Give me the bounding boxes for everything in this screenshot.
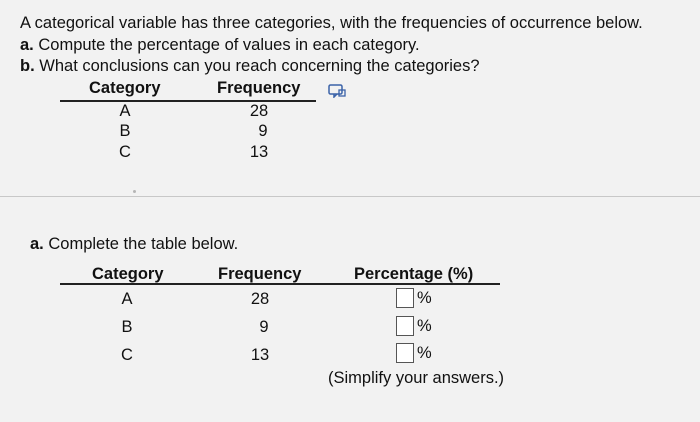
percent-unit-a: %: [417, 289, 432, 307]
part-a-label: a.: [20, 36, 34, 54]
given-row-b-category: B: [119, 122, 131, 140]
answer-header-frequency: Frequency: [218, 265, 302, 283]
given-row-b-frequency: 9: [258, 122, 268, 140]
answer-row-c-frequency: 13: [250, 346, 270, 364]
percent-input-a[interactable]: [396, 288, 414, 308]
given-row-c-category: C: [119, 143, 131, 161]
part-b-label: b.: [20, 57, 35, 75]
given-header-category: Category: [89, 79, 161, 97]
answer-row-b-frequency: 9: [259, 318, 269, 336]
answer-row-c-category: C: [121, 346, 133, 364]
given-header-frequency: Frequency: [217, 79, 301, 97]
answer-header-percentage: Percentage (%): [354, 265, 474, 283]
part-b-text: What conclusions can you reach concerning the categories?: [39, 57, 480, 75]
percent-input-b[interactable]: [396, 316, 414, 336]
answer-row-a-category: A: [121, 290, 133, 308]
percent-input-c[interactable]: [396, 343, 414, 363]
percent-unit-b: %: [417, 317, 432, 335]
answer-header-category: Category: [92, 265, 164, 283]
answer-row-a-frequency: 28: [250, 290, 270, 308]
part-a-prompt-label: a.: [30, 235, 44, 253]
percent-unit-c: %: [417, 344, 432, 362]
part-a-prompt-text: Complete the table below.: [48, 235, 239, 253]
answer-row-b-category: B: [121, 318, 133, 336]
given-row-c-frequency: 13: [249, 143, 269, 161]
question-intro: A categorical variable has three categories, with the frequencies of occurrence below.: [20, 14, 643, 32]
given-row-a-frequency: 28: [249, 102, 269, 120]
part-a-text: Compute the percentage of values in each category.: [38, 36, 420, 54]
simplify-note: (Simplify your answers.): [328, 369, 505, 387]
answer-header-rule: [60, 283, 500, 285]
given-row-a-category: A: [119, 102, 131, 120]
